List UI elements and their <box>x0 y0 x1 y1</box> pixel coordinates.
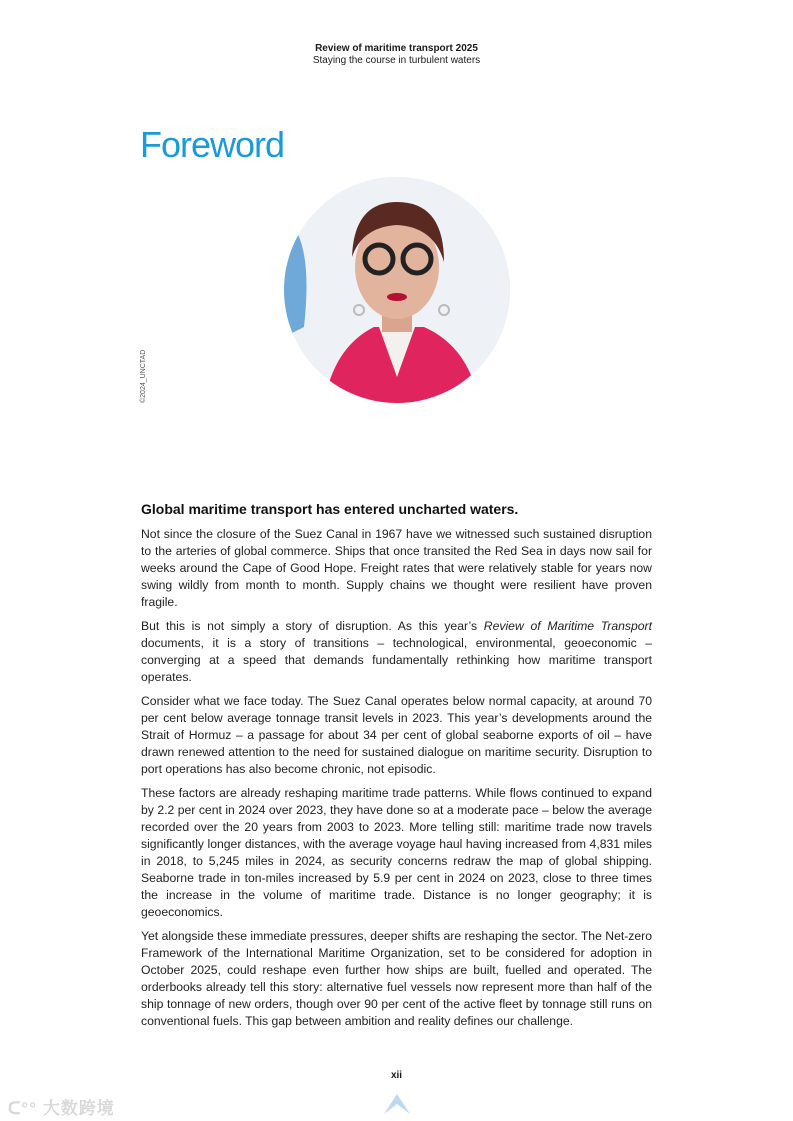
paragraph: Not since the closure of the Suez Canal in 1967 have we witnessed such sustained disruption to the arteries of global commerce. Ships that once transited the Red Sea in days now sail for weeks around the Cape of Good Hope. Freight rates that were relatively stable for years now swing wildly from month to month. Supply chains we thought were resilient have proven fragile. <box>141 527 652 609</box>
watermark-logo <box>8 1094 115 1119</box>
page-number: xii <box>390 1070 403 1081</box>
publication-title: Review of Maritime Transport <box>483 619 652 633</box>
header-subtitle: Staying the course in turbulent waters <box>312 55 481 66</box>
paragraph: Yet alongside these immediate pressures, deeper shifts are reshaping the sector. The Net-zero Framework of the International Maritime Organization, set to be considered for adoption in October 2025, could reshape even further how ships are built, fuelled and operated. The orderbooks already tell this story: alternative fuel vessels now represent more than half of the ship tonnage of new orders, though over 90 per cent of the active fleet by tonnage still runs on conventional fuels. This gap between ambition and reality defines our challenge. <box>141 929 652 1028</box>
photo-credit: ©2024_UNCTAD <box>140 349 147 403</box>
section-heading: Global maritime transport has entered uncharted waters. <box>141 501 519 517</box>
paragraph-text: But this is not simply a story of disruption. As this year’s <box>141 619 484 633</box>
page-title: Foreword <box>140 124 285 165</box>
scroll-up-button[interactable] <box>384 1090 410 1119</box>
header-title: Review of maritime transport 2025 <box>315 43 478 54</box>
chevron-up-icon <box>384 1090 410 1114</box>
paragraph: These factors are already reshaping maritime trade patterns. While flows continued to expand by 2.2 per cent in 2024 over 2023, they have done so at a moderate pace – below the average recorded over the 20 years from 2003 to 2023. More telling still: maritime trade now travels significantly longer distances, with the average voyage haul having increased from 4,831 miles in 2018, to 5,245 miles in 2024, as security concerns redraw the map of global shipping. Seaborne trade in ton-miles increased by 5.9 per cent in 2024 on 2023, close to three times the increase in the volume of maritime trade. Distance is no longer geography; it is geoeconomics. <box>141 786 652 919</box>
watermark-text: 大数跨境 <box>42 1099 115 1118</box>
paragraph <box>141 618 652 686</box>
paragraph: Consider what we face today. The Suez Canal operates below normal capacity, at around 70 per cent below average tonnage transit levels in 2023. This year’s developments around the Strait of Hormuz – a passage for about 34 per cent of global seaborne exports of oil – have drawn renewed attention to the need for sustained dialogue on maritime security. Disruption to port operations has also become chronic, not episodic. <box>141 694 652 776</box>
paragraph-text: documents, it is a story of transitions – technological, environmental, geoeconomic – converging at a speed that demands fundamentally rethinking how maritime transport operates. <box>141 636 652 684</box>
watermark-icon: ᑕ°° <box>8 1099 43 1118</box>
foreword-body <box>141 501 652 1037</box>
portrait-photo <box>284 177 510 403</box>
running-header <box>0 43 793 67</box>
